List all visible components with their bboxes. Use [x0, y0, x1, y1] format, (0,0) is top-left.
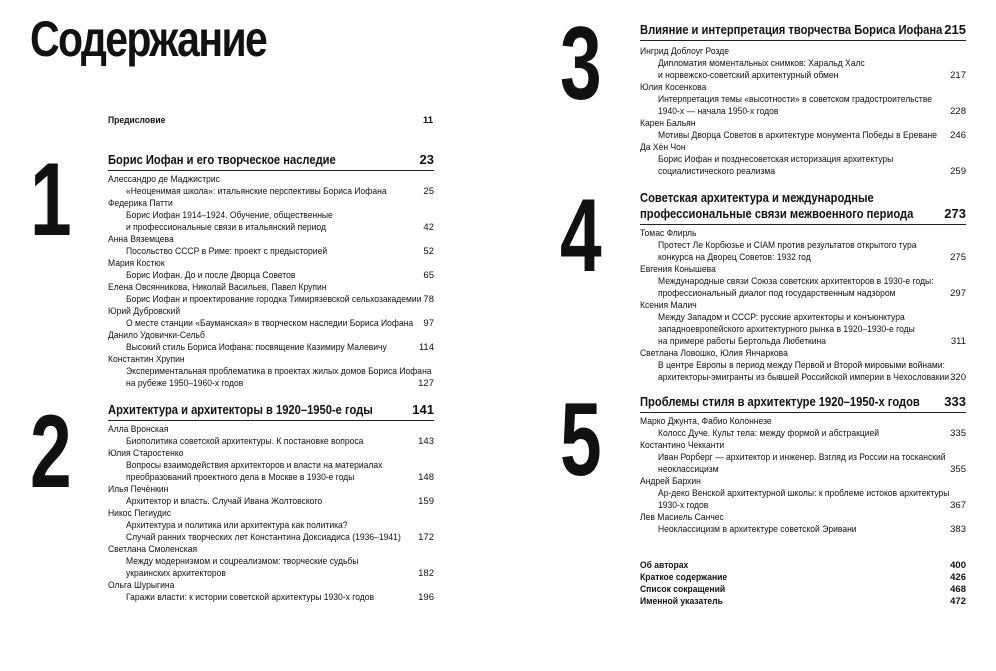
- entry-author: Юлия Косенкова: [640, 82, 707, 93]
- entry-title-line: Борис Иофан. До и после Дворца Советов: [126, 270, 296, 281]
- entry-title-line: «Неоценимая школа»: итальянские перспективы Бориса Иофана: [126, 186, 387, 197]
- part-2-rule: [108, 420, 434, 421]
- entry-page: 148: [418, 472, 434, 483]
- entry-title-line: Ар-деко Венской архитектурной школы: к проблеме истоков архитектуры: [658, 488, 950, 499]
- entry-author: Константин Хрупин: [108, 354, 185, 365]
- entry-author: Алла Вронская: [108, 424, 169, 435]
- part-5-rule: [640, 412, 966, 413]
- entry-title-line: О месте станции «Бауманская» в творческом наследии Бориса Иофана: [126, 318, 414, 329]
- entry-page: 143: [418, 436, 434, 447]
- entry-author: Федерика Патти: [108, 198, 173, 209]
- entry-page: 355: [950, 464, 966, 475]
- entry-author: Андрей Бархин: [640, 476, 701, 487]
- entry-title-line: Экспериментальная проблематика в проектах жилых домов Бориса Иофана: [126, 366, 432, 377]
- entry-author: Светлана Ловошко, Юлия Янчаркова: [640, 348, 788, 359]
- part-5-title: Проблемы стиля в архитектуре 1920–1950-х годов: [640, 394, 920, 409]
- entry-title-line: Между модернизмом и соцреализмом: творческие судьбы: [126, 556, 359, 567]
- entry-page: 78: [423, 294, 434, 305]
- entry-title-line: на рубеже 1950–1960-х годов: [126, 378, 244, 389]
- preface-page: 11: [422, 115, 433, 126]
- entry-author: Лев Масиель Санчес: [640, 512, 724, 523]
- backmatter-page: 472: [950, 596, 966, 607]
- entry-title-line: Колосс Дуче. Культ тела: между формой и абстракцией: [658, 428, 880, 439]
- entry-title-line: 1940-х — начала 1950-х годов: [658, 106, 779, 117]
- entry-title-line: Вопросы взаимодействия архитекторов и власти на материалах: [126, 460, 383, 471]
- entry-title-line: и профессиональные связи в итальянский период: [126, 222, 326, 233]
- part-2-number: 2: [30, 394, 72, 510]
- part-5-number: 5: [560, 382, 602, 498]
- entry-title-line: Биополитика советской архитектуры. К постановке вопроса: [126, 436, 364, 447]
- entry-title-line: украинских архитекторов: [126, 568, 226, 579]
- entry-author: Елена Овсянникова, Николай Васильев, Павел Крупин: [108, 282, 327, 293]
- part-5-page: 333: [944, 394, 966, 409]
- page-title: Содержание: [30, 11, 267, 67]
- entry-title-line: Посольство СССР в Риме: проект с предысторией: [126, 246, 328, 257]
- entry-title-line: западноевропейского архитектурного рынка в 1920–1930-е годы: [658, 324, 915, 335]
- entry-author: Костантино Чекканти: [640, 440, 725, 451]
- entry-author: Ольга Шурыгина: [108, 580, 175, 591]
- backmatter-label: Об авторах: [640, 560, 689, 571]
- backmatter-label: Список сокращений: [640, 584, 726, 595]
- entry-title-line: Борис Иофан и позднесоветская историзация архитектуры: [658, 154, 894, 165]
- entry-author: Марко Джунта, Фабио Колоннезе: [640, 416, 772, 427]
- entry-page: 275: [950, 252, 966, 263]
- part-3-number: 3: [560, 6, 602, 122]
- part-4-title-line-2: профессиональные связи межвоенного периода: [640, 206, 914, 221]
- part-3-title: Влияние и интерпретация творчества Бориса Иофана: [640, 22, 943, 37]
- entry-author: Евгения Конышева: [640, 264, 716, 275]
- backmatter-page: 426: [950, 572, 966, 583]
- entry-title-line: 1930-х годов: [658, 500, 709, 511]
- entry-author: Юрий Дубровский: [108, 306, 181, 317]
- entry-author: Томас Флирль: [640, 228, 697, 239]
- entry-title-line: Интерпретация темы «высотности» в советском градостроительстве: [658, 94, 933, 105]
- entry-author: Никос Пегиудис: [108, 508, 172, 519]
- part-4-rule: [640, 224, 966, 225]
- entry-page: 42: [423, 222, 434, 233]
- entry-page: 311: [950, 336, 966, 347]
- part-2-page: 141: [412, 402, 434, 417]
- entry-page: 297: [950, 288, 966, 299]
- entry-author: Данило Удовички-Сельб: [108, 330, 205, 341]
- entry-page: 52: [423, 246, 434, 257]
- entry-title-line: конкурса на Дворец Советов: 1932 год: [658, 252, 811, 263]
- entry-title-line: профессиональный диалог под государственным надзором: [658, 288, 896, 299]
- entry-page: 127: [418, 378, 434, 389]
- backmatter-page: 400: [950, 560, 966, 571]
- entry-page: 196: [418, 592, 434, 603]
- entry-page: 335: [950, 428, 966, 439]
- entry-title-line: Борис Иофан и проектирование городка Тимирязевской сельхозакадемии: [126, 294, 422, 305]
- entry-page: 97: [423, 318, 434, 329]
- part-4-title-line-1: Советская архитектура и международные: [640, 190, 874, 205]
- part-2-title: Архитектура и архитекторы в 1920–1950-е годы: [108, 402, 373, 417]
- entry-page: 114: [418, 342, 434, 353]
- entry-author: Юлия Старостенко: [108, 448, 184, 459]
- entry-title-line: и норвежско-советский архитектурный обмен: [658, 70, 839, 81]
- entry-author: Карен Бальян: [640, 118, 696, 129]
- part-1-rule: [108, 170, 434, 171]
- entry-page: 246: [950, 130, 966, 141]
- entry-title-line: В центре Европы в период между Первой и Второй мировыми войнами:: [658, 360, 945, 371]
- entry-title-line: Иван Рорберг — архитектор и инженер. Взгляд из России на тосканский: [658, 452, 946, 463]
- preface-label: Предисловие: [108, 115, 166, 126]
- part-1-number: 1: [30, 142, 72, 258]
- entry-title-line: Высокий стиль Бориса Иофана: посвящение Казимиру Малевичу: [126, 342, 387, 353]
- entry-title-line: Международные связи Союза советских архитекторов в 1930-е годы:: [658, 276, 934, 287]
- entry-title-line: Борис Иофан 1914–1924. Обучение, общественные: [126, 210, 333, 221]
- part-1-title: Борис Иофан и его творческое наследие: [108, 152, 336, 167]
- entry-page: 25: [423, 186, 434, 197]
- backmatter-label: Краткое содержание: [640, 572, 728, 583]
- entry-page: 367: [950, 500, 966, 511]
- backmatter-page: 468: [950, 584, 966, 595]
- entry-page: 182: [418, 568, 434, 579]
- entry-page: 159: [418, 496, 434, 507]
- entry-title-line: на примере работы Бертольда Любеткина: [658, 336, 827, 347]
- entry-title-line: Случай ранних творческих лет Константина Доксиадиса (1936–1941): [126, 532, 401, 543]
- entry-title-line: социалистического реализма: [658, 166, 776, 177]
- entry-page: 217: [950, 70, 966, 81]
- entry-title-line: архитекторы-эмигранты из бывшей Российской империи в Чехословакии: [658, 372, 950, 383]
- entry-page: 320: [950, 372, 966, 383]
- entry-title-line: Гаражи власти: к истории советской архитектуры 1930-х годов: [126, 592, 375, 603]
- right-page: [498, 0, 996, 671]
- entry-page: 259: [950, 166, 966, 177]
- entry-author: Мария Костюк: [108, 258, 165, 269]
- entry-title-line: Неоклассицизм в архитектуре советской Эривани: [658, 524, 857, 535]
- entry-page: 65: [423, 270, 434, 281]
- entry-author: Анна Вяземцева: [108, 234, 174, 245]
- part-3-page: 215: [944, 22, 966, 37]
- entry-title-line: Между Западом и СССР: русские архитекторы и конъюнктура: [658, 312, 905, 323]
- part-4-number: 4: [560, 178, 602, 294]
- entry-title-line: Архитектура и политика или архитектура как политика?: [126, 520, 348, 531]
- entry-page: 383: [950, 524, 966, 535]
- entry-author: Алессандро де Маджистрис: [108, 174, 220, 185]
- entry-title-line: неоклассицизм: [658, 464, 719, 475]
- entry-author: Да Хён Чон: [640, 142, 686, 153]
- entry-title-line: преобразований проектного дела в Москве в 1930-е годы: [126, 472, 355, 483]
- entry-title-line: Мотивы Дворца Советов в архитектуре монумента Победы в Ереване: [658, 130, 937, 141]
- entry-page: 172: [418, 532, 434, 543]
- entry-title-line: Архитектор и власть. Случай Ивана Жолтовского: [126, 496, 323, 507]
- part-4-page: 273: [944, 206, 966, 221]
- part-3-rule: [640, 40, 966, 41]
- part-1-page: 23: [419, 152, 434, 167]
- entry-author: Светлана Смоленская: [108, 544, 198, 555]
- entry-author: Ингрид Доблоуг Розде: [640, 46, 730, 57]
- entry-title-line: Протест Ле Корбюзье и CIAM против результатов открытого тура: [658, 240, 917, 251]
- backmatter-label: Именной указатель: [640, 596, 723, 607]
- entry-author: Илья Печёнкин: [108, 484, 169, 495]
- entry-title-line: Дипломатия моментальных снимков: Харальд Халс: [658, 58, 865, 69]
- entry-page: 228: [950, 106, 966, 117]
- part-4-heading: [640, 190, 966, 222]
- entry-author: Ксения Малич: [640, 300, 697, 311]
